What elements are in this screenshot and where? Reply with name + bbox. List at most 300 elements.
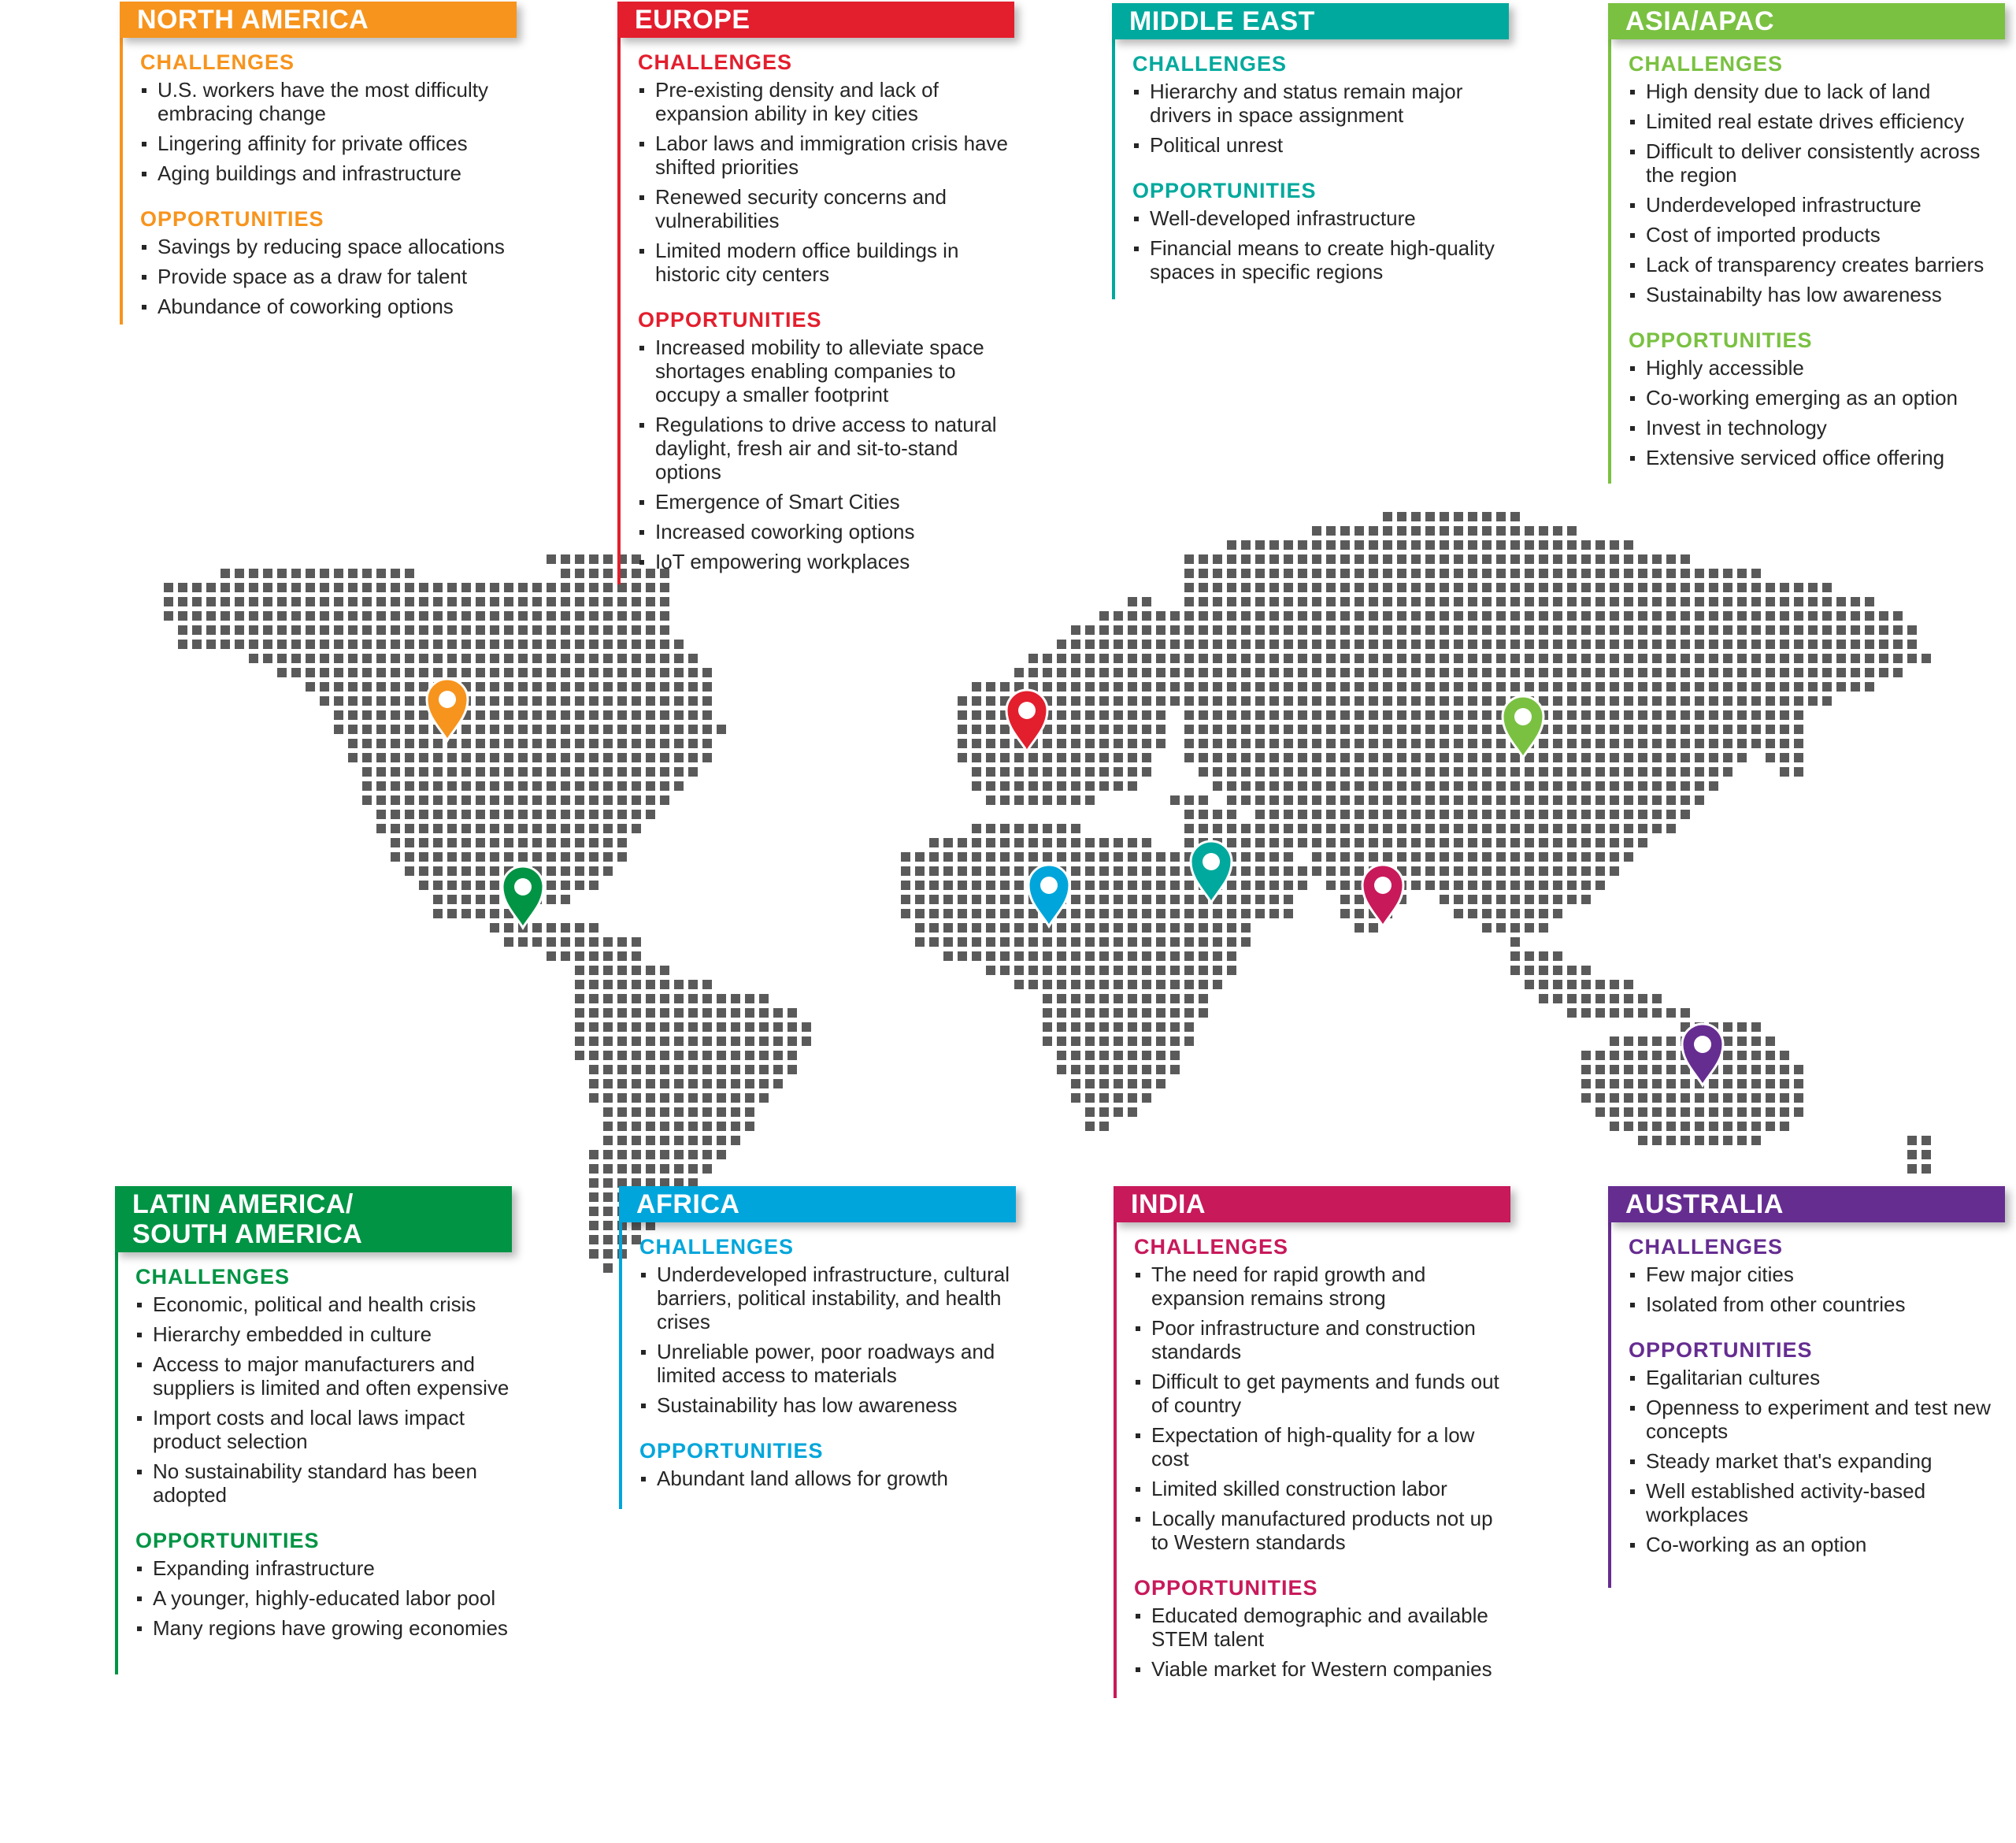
map-dot	[1794, 725, 1803, 734]
map-dot	[1737, 725, 1747, 734]
map-dot	[1340, 895, 1350, 904]
map-dot	[1043, 951, 1052, 961]
map-dot	[1340, 597, 1350, 606]
list-item: Aging buildings and infrastructure	[140, 161, 517, 185]
map-dot	[1581, 881, 1591, 890]
map-dot	[702, 1022, 712, 1032]
map-dot	[1255, 625, 1265, 635]
map-dot	[561, 682, 570, 692]
map-dot	[391, 838, 400, 847]
map-dot	[646, 739, 655, 748]
challenges-list	[1629, 80, 2005, 306]
map-dot	[532, 923, 542, 933]
map-dot	[1142, 597, 1151, 606]
map-dot	[561, 895, 570, 904]
map-dot	[1255, 881, 1265, 890]
map-dot	[1312, 753, 1321, 762]
map-dot	[1354, 554, 1364, 564]
map-dot	[1525, 625, 1534, 635]
map-dot	[1284, 597, 1293, 606]
map-dot	[1071, 696, 1080, 706]
map-dot	[1468, 866, 1477, 876]
map-dot	[1269, 810, 1279, 819]
map-dot	[1681, 583, 1690, 592]
map-dot	[1624, 725, 1633, 734]
map-dot	[1780, 1107, 1789, 1117]
map-dot	[476, 668, 485, 677]
map-dot	[1071, 739, 1080, 748]
map-dot	[986, 966, 995, 975]
map-dot	[1610, 739, 1619, 748]
map-dot	[1624, 1065, 1633, 1074]
map-dot	[1454, 668, 1463, 677]
map-dot	[291, 597, 301, 606]
region-title: LATIN AMERICA/ SOUTH AMERICA	[115, 1186, 512, 1252]
map-dot	[1525, 923, 1534, 933]
map-dot	[192, 625, 202, 635]
map-dot	[1666, 1051, 1676, 1060]
map-dot	[1751, 611, 1761, 621]
map-dot	[1737, 1065, 1747, 1074]
map-dot	[1666, 753, 1676, 762]
map-dot	[1326, 852, 1336, 862]
map-dot	[192, 583, 202, 592]
map-dot	[1723, 1122, 1732, 1131]
map-dot	[1553, 810, 1562, 819]
map-dot	[1496, 739, 1506, 748]
map-dot	[688, 1122, 698, 1131]
map-dot	[1114, 682, 1123, 692]
map-dot	[1369, 625, 1378, 635]
map-dot	[1043, 753, 1052, 762]
map-dot	[447, 597, 457, 606]
map-dot	[1468, 625, 1477, 635]
map-dot	[1482, 838, 1492, 847]
map-dot	[1553, 640, 1562, 649]
opportunities-heading: OPPORTUNITIES	[140, 207, 324, 231]
list-item: Abundant land allows for growth	[639, 1467, 1016, 1490]
map-dot	[1156, 852, 1166, 862]
map-dot	[1340, 625, 1350, 635]
map-dot	[1071, 980, 1080, 989]
map-dot	[1184, 725, 1194, 734]
map-dot	[1269, 682, 1279, 692]
map-dot	[1128, 739, 1137, 748]
map-dot	[1595, 725, 1605, 734]
map-dot	[1085, 1093, 1095, 1103]
map-dot	[1114, 767, 1123, 777]
map-dot	[433, 611, 443, 621]
map-dot	[1652, 625, 1662, 635]
map-dot	[447, 767, 457, 777]
map-dot	[660, 1065, 669, 1074]
map-dot	[1057, 668, 1066, 677]
map-dot	[1681, 767, 1690, 777]
map-dot	[1766, 583, 1775, 592]
map-dot	[1156, 682, 1166, 692]
map-dot	[1142, 1051, 1151, 1060]
map-dot	[447, 895, 457, 904]
map-dot	[1737, 1022, 1747, 1032]
map-dot	[1170, 937, 1180, 947]
map-dot	[1695, 569, 1704, 578]
list-item: IoT empowering workplaces	[638, 550, 1014, 573]
map-dot	[1014, 980, 1024, 989]
map-dot	[1326, 597, 1336, 606]
map-dot	[1468, 554, 1477, 564]
map-dot	[1581, 583, 1591, 592]
map-dot	[702, 1051, 712, 1060]
map-dot	[1170, 668, 1180, 677]
map-dot	[518, 937, 528, 947]
map-dot	[1525, 682, 1534, 692]
map-dot	[1298, 611, 1307, 621]
map-dot	[532, 725, 542, 734]
map-dot	[1482, 710, 1492, 720]
map-dot	[1142, 994, 1151, 1003]
map-dot	[674, 1136, 684, 1145]
map-dot	[1681, 569, 1690, 578]
map-dot	[1737, 696, 1747, 706]
map-dot	[617, 640, 627, 649]
map-dot	[1595, 866, 1605, 876]
map-dot	[1907, 654, 1917, 663]
region-india	[1114, 1186, 1510, 1698]
map-dot	[1482, 767, 1492, 777]
map-dot	[1028, 824, 1038, 833]
map-dot	[1539, 753, 1548, 762]
map-dot	[1553, 795, 1562, 805]
map-dot	[1581, 625, 1591, 635]
map-dot	[1085, 767, 1095, 777]
map-dot	[717, 1008, 726, 1018]
map-dot	[617, 1022, 627, 1032]
map-dot	[1411, 753, 1421, 762]
map-dot	[1794, 1065, 1803, 1074]
map-dot	[929, 881, 939, 890]
map-dot	[688, 1051, 698, 1060]
map-dot	[745, 994, 754, 1003]
map-dot	[476, 909, 485, 918]
map-dot	[1595, 654, 1605, 663]
map-dot	[717, 1150, 726, 1159]
map-dot	[702, 753, 712, 762]
map-dot	[1369, 767, 1378, 777]
map-dot	[1411, 781, 1421, 791]
map-dot	[1695, 640, 1704, 649]
map-dot	[731, 1022, 740, 1032]
map-dot	[1567, 852, 1577, 862]
map-dot	[1085, 994, 1095, 1003]
map-dot	[1581, 824, 1591, 833]
map-dot	[1638, 1122, 1647, 1131]
map-dot	[972, 753, 981, 762]
map-dot	[561, 611, 570, 621]
map-dot	[1610, 980, 1619, 989]
map-dot	[1567, 540, 1577, 550]
map-dot	[1369, 654, 1378, 663]
map-dot	[1227, 881, 1236, 890]
map-dot	[1553, 696, 1562, 706]
map-dot	[518, 838, 528, 847]
map-dot	[504, 824, 513, 833]
map-dot	[1043, 937, 1052, 947]
map-dot	[1780, 767, 1789, 777]
map-dot	[1751, 710, 1761, 720]
map-dot	[1383, 696, 1392, 706]
map-dot	[1709, 753, 1718, 762]
map-dot	[504, 668, 513, 677]
map-dot	[1326, 725, 1336, 734]
map-dot	[702, 980, 712, 989]
map-dot	[1411, 710, 1421, 720]
map-dot	[1397, 512, 1406, 521]
map-dot	[504, 696, 513, 706]
map-dot	[702, 1164, 712, 1174]
map-dot	[1737, 597, 1747, 606]
map-dot	[1227, 640, 1236, 649]
map-dot	[1581, 668, 1591, 677]
map-dot	[1255, 795, 1265, 805]
map-dot	[348, 597, 358, 606]
map-dot	[1539, 881, 1548, 890]
map-dot	[1751, 583, 1761, 592]
map-dot	[1851, 668, 1860, 677]
map-dot	[1482, 866, 1492, 876]
map-dot	[1723, 611, 1732, 621]
map-dot	[1199, 739, 1208, 748]
map-dot	[1284, 682, 1293, 692]
map-dot	[1255, 640, 1265, 649]
map-dot	[1496, 583, 1506, 592]
map-dot	[1922, 654, 1931, 663]
map-dot	[1411, 767, 1421, 777]
map-dot	[362, 640, 372, 649]
map-dot	[603, 781, 613, 791]
map-dot	[788, 1008, 797, 1018]
map-dot	[1454, 654, 1463, 663]
map-dot	[1666, 781, 1676, 791]
map-dot	[1468, 668, 1477, 677]
map-dot	[986, 753, 995, 762]
map-dot	[1411, 654, 1421, 663]
map-dot	[1454, 739, 1463, 748]
map-dot	[1539, 640, 1548, 649]
map-dot	[1000, 795, 1010, 805]
map-dot	[1269, 852, 1279, 862]
map-dot	[1397, 540, 1406, 550]
map-dot	[1213, 554, 1222, 564]
map-dot	[547, 654, 556, 663]
map-dot	[1312, 654, 1321, 663]
challenges-list	[1629, 1263, 2005, 1316]
map-dot	[1085, 1036, 1095, 1046]
map-dot	[915, 866, 925, 876]
map-dot	[660, 654, 669, 663]
map-dot	[1354, 540, 1364, 550]
region-title: INDIA	[1114, 1186, 1510, 1222]
map-dot	[461, 654, 471, 663]
map-dot	[1241, 838, 1251, 847]
list-item: Co-working emerging as an option	[1629, 386, 2005, 410]
map-dot	[447, 866, 457, 876]
map-dot	[1354, 611, 1364, 621]
map-dot	[518, 739, 528, 748]
list-item: Limited real estate drives efficiency	[1629, 109, 2005, 133]
map-dot	[220, 640, 230, 649]
map-dot	[376, 611, 386, 621]
map-dot	[575, 739, 584, 748]
map-dot	[1241, 540, 1251, 550]
map-dot	[731, 1079, 740, 1088]
challenges-list	[638, 78, 1014, 286]
map-dot	[1766, 654, 1775, 663]
map-dot	[688, 725, 698, 734]
map-dot	[476, 654, 485, 663]
map-dot	[674, 1065, 684, 1074]
map-dot	[1028, 795, 1038, 805]
map-dot	[1638, 725, 1647, 734]
map-dot	[617, 725, 627, 734]
map-dot	[1681, 625, 1690, 635]
map-dot	[1142, 838, 1151, 847]
map-dot	[1085, 1051, 1095, 1060]
map-dot	[1241, 668, 1251, 677]
map-dot	[1298, 753, 1307, 762]
map-dot	[1312, 767, 1321, 777]
map-dot	[632, 696, 641, 706]
map-dot	[1709, 696, 1718, 706]
map-dot	[1099, 696, 1109, 706]
map-dot	[1539, 611, 1548, 621]
map-dot	[972, 824, 981, 833]
map-dot	[1397, 725, 1406, 734]
map-dot	[1496, 597, 1506, 606]
map-dot	[1014, 951, 1024, 961]
map-dot	[1184, 923, 1194, 933]
map-dot	[1298, 710, 1307, 720]
map-dot	[1525, 838, 1534, 847]
map-dot	[1199, 682, 1208, 692]
map-dot	[1595, 852, 1605, 862]
map-dot	[532, 767, 542, 777]
map-dot	[1624, 753, 1633, 762]
map-dot	[1766, 739, 1775, 748]
map-dot	[1652, 668, 1662, 677]
map-dot	[447, 668, 457, 677]
map-dot	[1114, 1107, 1123, 1117]
map-dot	[1142, 937, 1151, 947]
map-dot	[1269, 909, 1279, 918]
map-dot	[1099, 852, 1109, 862]
map-dot	[1241, 895, 1251, 904]
map-dot	[277, 597, 287, 606]
map-dot	[348, 640, 358, 649]
map-dot	[1496, 923, 1506, 933]
map-dot	[717, 1036, 726, 1046]
map-dot	[1227, 654, 1236, 663]
map-dot	[1354, 526, 1364, 536]
map-dot	[206, 625, 216, 635]
list-item: Expanding infrastructure	[135, 1556, 512, 1580]
map-dot	[1199, 937, 1208, 947]
map-dot	[1553, 682, 1562, 692]
map-dot	[1057, 980, 1066, 989]
map-dot	[490, 909, 499, 918]
map-dot	[674, 640, 684, 649]
map-dot	[1057, 753, 1066, 762]
map-dot	[1213, 980, 1222, 989]
map-dot	[220, 611, 230, 621]
map-dot	[1340, 753, 1350, 762]
map-dot	[419, 852, 428, 862]
map-dot	[1170, 625, 1180, 635]
map-dot	[943, 881, 953, 890]
map-dot	[1695, 668, 1704, 677]
map-dot	[391, 569, 400, 578]
map-dot	[1184, 824, 1194, 833]
map-dot	[419, 767, 428, 777]
map-dot	[1709, 710, 1718, 720]
map-dot	[1043, 980, 1052, 989]
map-dot	[391, 781, 400, 791]
map-dot	[1567, 640, 1577, 649]
map-dot	[958, 895, 967, 904]
map-dot	[674, 1093, 684, 1103]
map-dot	[646, 1008, 655, 1018]
map-dot	[1737, 569, 1747, 578]
map-dot	[1425, 795, 1435, 805]
map-dot	[1723, 1136, 1732, 1145]
map-dot	[490, 710, 499, 720]
map-dot	[1553, 611, 1562, 621]
map-dot	[1751, 668, 1761, 677]
map-dot	[660, 696, 669, 706]
map-dot	[1312, 810, 1321, 819]
map-dot	[1624, 810, 1633, 819]
map-dot	[589, 1164, 598, 1174]
list-item: Isolated from other countries	[1629, 1292, 2005, 1316]
map-dot	[1284, 781, 1293, 791]
map-dot	[220, 583, 230, 592]
map-dot	[589, 696, 598, 706]
map-dot	[1525, 966, 1534, 975]
map-dot	[929, 923, 939, 933]
map-dot	[1284, 654, 1293, 663]
map-dot	[589, 852, 598, 862]
map-dot	[1454, 909, 1463, 918]
map-dot	[1652, 1051, 1662, 1060]
map-dot	[603, 1136, 613, 1145]
map-dot	[1468, 682, 1477, 692]
map-dot	[1496, 795, 1506, 805]
map-dot	[1000, 838, 1010, 847]
map-dot	[1071, 824, 1080, 833]
map-dot	[561, 923, 570, 933]
map-dot	[1411, 725, 1421, 734]
map-dot	[632, 1036, 641, 1046]
map-dot	[376, 824, 386, 833]
map-dot	[1865, 625, 1874, 635]
map-dot	[561, 725, 570, 734]
map-dot	[1425, 696, 1435, 706]
map-dot	[1043, 739, 1052, 748]
map-dot	[490, 668, 499, 677]
map-dot	[518, 611, 528, 621]
map-dot	[1269, 540, 1279, 550]
map-dot	[476, 682, 485, 692]
map-dot	[249, 569, 258, 578]
